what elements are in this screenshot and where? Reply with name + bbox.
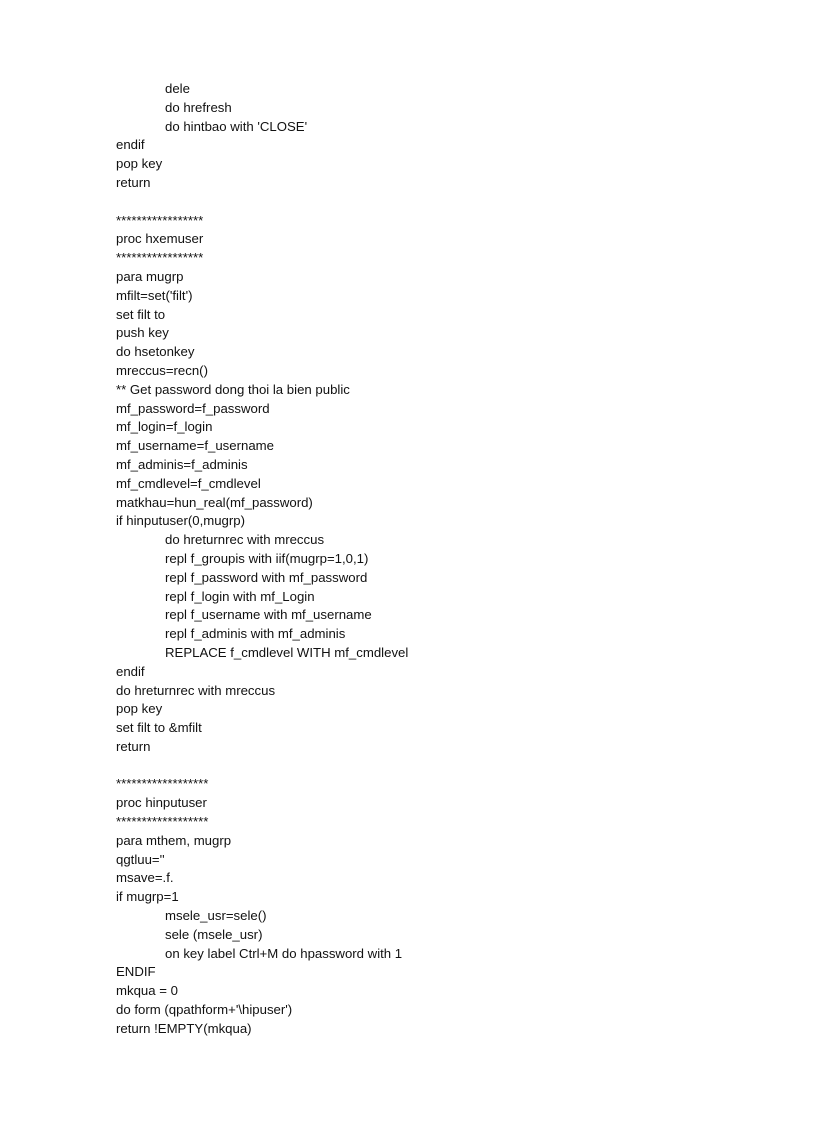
blank-line [116, 193, 408, 212]
code-line: return [116, 738, 151, 754]
code-line: REPLACE f_cmdlevel WITH mf_cmdlevel [165, 644, 409, 660]
code-line: mf_login=f_login [116, 419, 213, 435]
code-line: ENDIF [116, 964, 156, 980]
code-line: proc hxemuser [116, 231, 204, 247]
code-line: ****************** [116, 776, 209, 792]
code-line: do form (qpathform+'\hipuser') [116, 1002, 293, 1018]
code-line: ***************** [116, 212, 204, 228]
code-line: do hsetonkey [116, 344, 195, 360]
code-line: msele_usr=sele() [165, 908, 267, 924]
code-line: repl f_groupis with iif(mugrp=1,0,1) [165, 550, 369, 566]
code-line: push key [116, 325, 169, 341]
code-line: para mugrp [116, 268, 184, 284]
code-line: endif [116, 663, 145, 679]
code-line: mf_adminis=f_adminis [116, 456, 248, 472]
code-line: ***************** [116, 250, 204, 266]
code-line: mf_cmdlevel=f_cmdlevel [116, 475, 261, 491]
code-line: sele (msele_usr) [165, 926, 263, 942]
code-line: repl f_adminis with mf_adminis [165, 626, 346, 642]
code-line: matkhau=hun_real(mf_password) [116, 494, 313, 510]
code-line: mfilt=set('filt') [116, 287, 193, 303]
code-line: mkqua = 0 [116, 983, 178, 999]
code-line: do hreturnrec with mreccus [165, 532, 325, 548]
code-line: repl f_password with mf_password [165, 569, 368, 585]
code-line: mreccus=recn() [116, 362, 208, 378]
code-line: pop key [116, 701, 163, 717]
code-line: repl f_login with mf_Login [165, 588, 315, 604]
code-line: endif [116, 137, 145, 153]
code-line: mf_password=f_password [116, 400, 270, 416]
code-line: msave=.f. [116, 870, 174, 886]
code-line: do hintbao with 'CLOSE' [165, 118, 308, 134]
code-line: pop key [116, 156, 163, 172]
blank-line [116, 757, 408, 776]
code-line: ****************** [116, 814, 209, 830]
code-listing [116, 80, 408, 1039]
code-line: do hreturnrec with mreccus [116, 682, 276, 698]
code-line: repl f_username with mf_username [165, 607, 372, 623]
code-line: do hrefresh [165, 99, 232, 115]
code-line: proc hinputuser [116, 795, 207, 811]
code-line: return !EMPTY(mkqua) [116, 1020, 252, 1036]
code-line: dele [165, 81, 190, 96]
code-line: set filt to &mfilt [116, 720, 202, 736]
code-line: para mthem, mugrp [116, 832, 232, 848]
code-line: if mugrp=1 [116, 889, 179, 905]
code-line: if hinputuser(0,mugrp) [116, 513, 246, 529]
code-line: ** Get password dong thoi la bien public [116, 381, 350, 397]
code-line: return [116, 174, 151, 190]
code-line: set filt to [116, 306, 166, 322]
code-line: qgtluu='' [116, 851, 165, 867]
code-line: on key label Ctrl+M do hpassword with 1 [165, 945, 403, 961]
code-line: mf_username=f_username [116, 438, 274, 454]
